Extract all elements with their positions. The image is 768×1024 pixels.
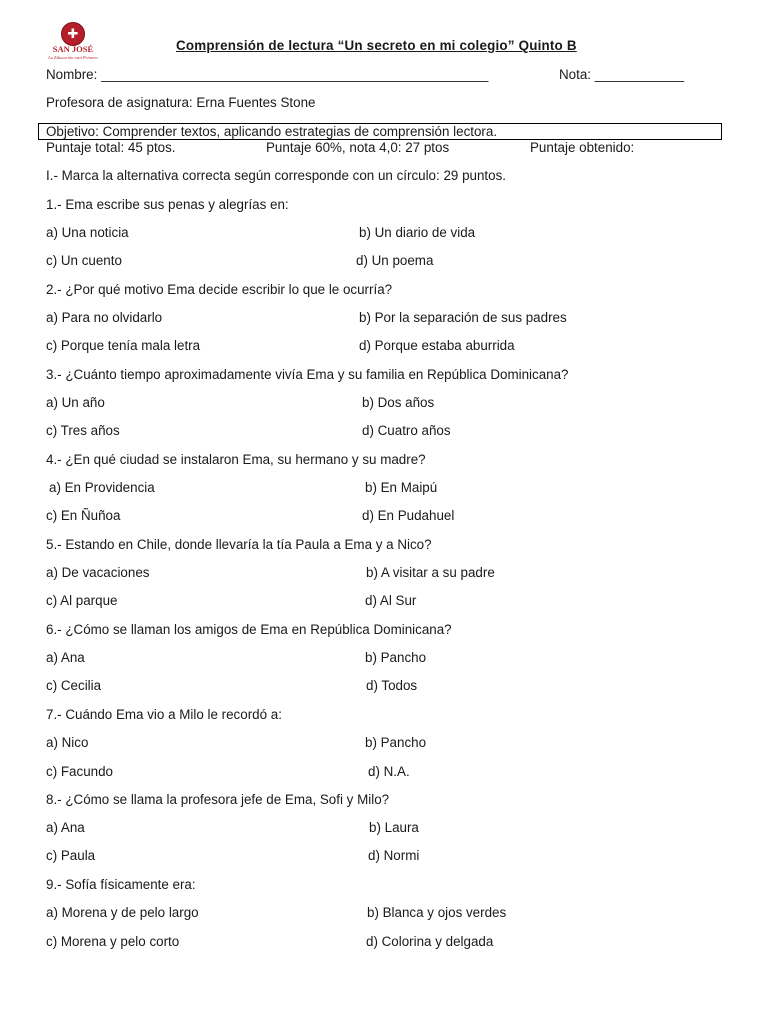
question-5: 5.- Estando en Chile, donde llevaría la tía Paula a Ema y a Nico? — [46, 537, 432, 552]
option-7c[interactable]: c) Facundo — [46, 764, 113, 779]
option-4c[interactable]: c) En Ñuñoa — [46, 508, 121, 523]
question-1: 1.- Ema escribe sus penas y alegrías en: — [46, 197, 289, 212]
option-1b[interactable]: b) Un diario de vida — [359, 225, 476, 240]
passing-score: Puntaje 60%, nota 4,0: 27 ptos — [266, 140, 450, 155]
question-9: 9.- Sofía físicamente era: — [46, 877, 196, 892]
option-2a[interactable]: a) Para no olvidarlo — [46, 310, 163, 325]
objective-text: Objetivo: Comprender textos, aplicando estrategias de comprensión lectora. — [46, 124, 498, 139]
question-7: 7.- Cuándo Ema vio a Milo le recordó a: — [46, 707, 282, 722]
total-score: Puntaje total: 45 ptos. — [46, 140, 176, 155]
option-7d[interactable]: d) N.A. — [368, 764, 410, 779]
question-8: 8.- ¿Cómo se llama la profesora jefe de Ema, Sofi y Milo? — [46, 792, 390, 807]
option-2b[interactable]: b) Por la separación de sus padres — [359, 310, 567, 325]
option-5c[interactable]: c) Al parque — [46, 593, 118, 608]
option-9b[interactable]: b) Blanca y ojos verdes — [367, 905, 507, 920]
option-1a[interactable]: a) Una noticia — [46, 225, 129, 240]
option-5b[interactable]: b) A visitar a su padre — [366, 565, 495, 580]
question-2: 2.- ¿Por qué motivo Ema decide escribir lo que le ocurría? — [46, 282, 393, 297]
option-9d[interactable]: d) Colorina y delgada — [366, 934, 494, 949]
option-9a[interactable]: a) Morena y de pelo largo — [46, 905, 199, 920]
option-6d[interactable]: d) Todos — [366, 678, 418, 693]
option-3d[interactable]: d) Cuatro años — [362, 423, 451, 438]
teacher-line: Profesora de asignatura: Erna Fuentes Stone — [46, 95, 316, 110]
obtained-score: Puntaje obtenido: — [530, 140, 635, 155]
option-4a[interactable]: a) En Providencia — [49, 480, 155, 495]
cross-icon: ✚ — [61, 22, 85, 46]
nota-field[interactable]: Nota: ____________ — [559, 67, 685, 82]
school-logo — [48, 22, 98, 66]
option-3a[interactable]: a) Un año — [46, 395, 105, 410]
question-3: 3.- ¿Cuánto tiempo aproximadamente vivía Ema y su familia en República Dominicana? — [46, 367, 569, 382]
option-8d[interactable]: d) Normi — [368, 848, 420, 863]
logo-motto: La Educación está Primero — [48, 55, 98, 60]
option-8a[interactable]: a) Ana — [46, 820, 85, 835]
option-8b[interactable]: b) Laura — [369, 820, 419, 835]
question-4: 4.- ¿En qué ciudad se instalaron Ema, su hermano y su madre? — [46, 452, 426, 467]
option-1c[interactable]: c) Un cuento — [46, 253, 122, 268]
logo-school-name: SAN JOSÉ — [52, 44, 94, 54]
nombre-field[interactable]: Nombre: ____________________________________________________ — [46, 67, 489, 82]
instruction: I.- Marca la alternativa correcta según corresponde con un círculo: 29 puntos. — [46, 168, 506, 183]
option-8c[interactable]: c) Paula — [46, 848, 96, 863]
option-3b[interactable]: b) Dos años — [362, 395, 435, 410]
option-7a[interactable]: a) Nico — [46, 735, 89, 750]
question-6: 6.- ¿Cómo se llaman los amigos de Ema en República Dominicana? — [46, 622, 452, 637]
option-4b[interactable]: b) En Maipú — [365, 480, 438, 495]
option-2d[interactable]: d) Porque estaba aburrida — [359, 338, 515, 353]
objective-box — [38, 123, 722, 140]
option-3c[interactable]: c) Tres años — [46, 423, 120, 438]
option-5d[interactable]: d) Al Sur — [365, 593, 417, 608]
option-5a[interactable]: a) De vacaciones — [46, 565, 150, 580]
option-6c[interactable]: c) Cecilia — [46, 678, 102, 693]
page-title: Comprensión de lectura “Un secreto en mi colegio” Quinto B — [176, 38, 577, 53]
option-9c[interactable]: c) Morena y pelo corto — [46, 934, 180, 949]
option-6a[interactable]: a) Ana — [46, 650, 85, 665]
option-6b[interactable]: b) Pancho — [365, 650, 427, 665]
option-4d[interactable]: d) En Pudahuel — [362, 508, 455, 523]
option-7b[interactable]: b) Pancho — [365, 735, 427, 750]
option-1d[interactable]: d) Un poema — [356, 253, 434, 268]
option-2c[interactable]: c) Porque tenía mala letra — [46, 338, 201, 353]
